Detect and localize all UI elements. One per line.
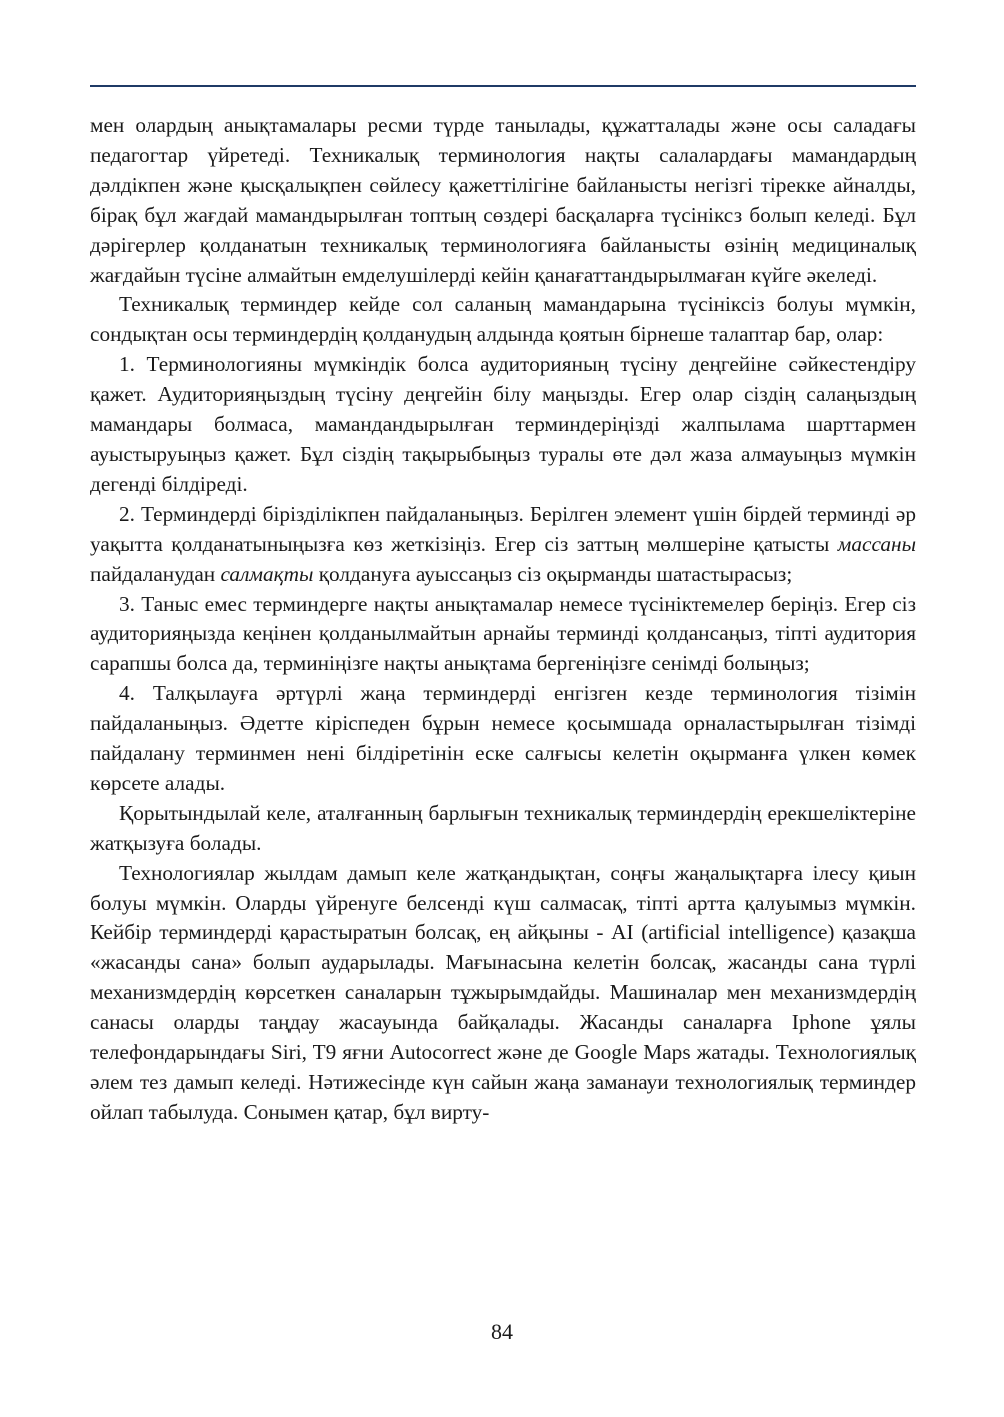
text-run: 2. Терминдерді біріздiлiкпен пайдаланыңыз. Берілген элемент үшін бірдей терминді әр уақытта қолданатыныңызға көз жеткізіңіз. Егер сіз заттың мөлшеріне қатысты [90, 501, 916, 556]
paragraph [90, 679, 916, 799]
paragraph [90, 111, 916, 290]
paragraph [90, 799, 916, 859]
paragraph [90, 859, 916, 1128]
paragraph [90, 290, 916, 350]
text-run: Қорытындылай келе, аталғанның барлығын техникалық терминдердің ерекшеліктеріне жатқызуға болады. [90, 800, 916, 855]
text-run: мен олардың анықтамалары ресми түрде танылады, құжатталады және осы саладағы педагогтар үйретеді. Техникалық терминология нақты салалардағы мамандардың дәлдікпен және қысқалықпен сөйлесу қажеттілігіне байланысты негізгі тірекке айналды, бірақ бұл жағдай мамандырылған топтың сөздері басқаларға түсініксз болып келеді. Бұл дәрігерлер қолданатын техникалық терминологияға байланысты өзінің медициналық жағдайын түсіне алмайтын емделушілерді кейін қанағаттандырылмаған күйге әкеледі. [90, 113, 916, 287]
text-run: 3. Таныс емес терминдерге нақты анықтамалар немесе түсініктемелер беріңіз. Егер сіз аудиторияңызда кеңінен қолданылмайтын арнайы терминді қолдансаңыз, тіпті аудитория сарапшы болса да, терминіңізге нақты анықтама бергеніңізге сенімді болыңыз; [90, 591, 916, 676]
body-text [90, 111, 916, 1128]
text-run: 1. Терминологияны мүмкіндік болса аудиторияның түсіну деңгейіне сәйкестендіру қажет. Аудиторияңыздың түсіну деңгейін білу маңызды. Егер олар сіздің салаңыздың мамандары болмаса, мамандандырылған терминдеріңізді жалпылама шарттармен ауыстыруыңыз қажет. Бұл сіздің тақырыбыңыз туралы өте дәл жаза алмауыңыз мүмкін дегенді білдіреді. [90, 352, 916, 496]
paragraph [90, 500, 916, 590]
page-number: 84 [491, 1319, 513, 1344]
text-run: 4. Талқылауға әртүрлі жаңа терминдерді енгізген кезде терминология тізімін пайдаланыңыз. Әдетте кіріспеден бұрын немесе қосымшада орналастырылған тізімді пайдалану терминмен нені білдіретінін еске салғысы келетін оқырманға үлкен көмек көрсете алады. [90, 681, 916, 795]
paragraph [90, 590, 916, 680]
italic-term: салмақты [220, 561, 314, 586]
italic-term: массаны [837, 531, 916, 556]
text-run: пайдаланудан [90, 561, 221, 586]
header-rule [90, 85, 916, 87]
text-run: Техникалық терминдер кейде сол саланың мамандарына түсініксіз болуы мүмкін, сондықтан осы терминдердің қолданудың алдында қоятын бірнеше талаптар бар, олар: [90, 292, 916, 347]
text-run: қолдануға ауыссаңыз сіз оқырманды шатастырасыз; [313, 561, 793, 586]
paragraph [90, 350, 916, 500]
text-run: Технологиялар жылдам дамып келе жатқандықтан, соңғы жаңалықтарға ілесу қиын болуы мүмкін. Оларды үйренуге белсенді күш салмасақ, тіпті артта қалуымыз мүмкін. Кейбір терминдерді қарастыратын болсақ, ең айқыны - AI (artificial intelligence) қазақша «жасанды сана» болып аударылады. Мағынасына келетін болсақ, жасанды сана түрлі механизмдердің көрсеткен саналарын тұжырымдайды. Машиналар мен механизмдердің санасы оларды таңдау жасауында байқалады. Жасанды саналарға Iphone ұялы телефондарындағы Siri, T9 яғни Autocorrect және де Google Maps жатады. Технологиялық әлем тез дамып келеді. Нәтижесінде күн сайын жаңа заманауи технологиялық терминдер ойлап табылуда. Сонымен қатар, бұл вирту- [90, 860, 916, 1124]
